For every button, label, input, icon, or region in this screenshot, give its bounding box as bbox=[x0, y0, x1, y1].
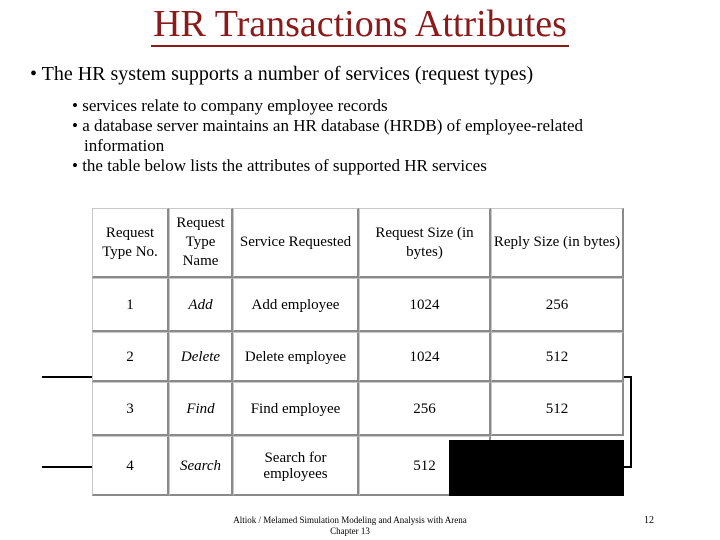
row1-type-no: 1 bbox=[92, 278, 169, 332]
row4-type-name: Search bbox=[169, 436, 233, 496]
connector-vertical-right bbox=[630, 376, 632, 468]
header-request-type-no: Request Type No. bbox=[92, 208, 169, 278]
sub-bullet-2: • a database server maintains an HR database (HRDB) of employee-related bbox=[72, 116, 584, 135]
row2-service: Delete employee bbox=[233, 332, 359, 382]
row4-type-no: 4 bbox=[92, 436, 169, 496]
row4-request-size: 512 bbox=[359, 436, 491, 496]
row3-type-name: Find bbox=[169, 382, 233, 436]
connector-line-3 bbox=[624, 466, 632, 468]
row3-reply-size: 512 bbox=[491, 382, 624, 436]
row2-request-size: 1024 bbox=[359, 332, 491, 382]
header-service-requested: Service Requested bbox=[233, 208, 359, 278]
header-request-type-name: Request Type Name bbox=[169, 208, 233, 278]
header-request-size: Request Size (in bytes) bbox=[359, 208, 491, 278]
main-bullet: • The HR system supports a number of services (request types) bbox=[30, 63, 534, 85]
row2-type-name: Delete bbox=[169, 332, 233, 382]
header-reply-size: Reply Size (in bytes) bbox=[491, 208, 624, 278]
row3-type-no: 3 bbox=[92, 382, 169, 436]
footer-credit bbox=[200, 515, 500, 537]
sub-bullet-list bbox=[72, 96, 692, 176]
row4-service: Search for employees bbox=[233, 436, 359, 496]
black-box bbox=[449, 440, 624, 496]
page-number: 12 bbox=[644, 515, 654, 526]
row1-type-name: Add bbox=[169, 278, 233, 332]
row1-service: Add employee bbox=[233, 278, 359, 332]
slide-title bbox=[0, 0, 720, 48]
row2-reply-size: 512 bbox=[491, 332, 624, 382]
row3-service: Find employee bbox=[233, 382, 359, 436]
footer-chapter: Chapter 13 bbox=[330, 526, 370, 536]
sub-bullet-3: • the table below lists the attributes of supported HR services bbox=[72, 156, 487, 175]
row3-request-size: 256 bbox=[359, 382, 491, 436]
footer-credit-text: Altiok / Melamed Simulation Modeling and Analysis with Arena bbox=[233, 515, 467, 525]
row1-reply-size: 256 bbox=[491, 278, 624, 332]
row2-type-no: 2 bbox=[92, 332, 169, 382]
sub-bullet-2-continued: information bbox=[84, 136, 165, 155]
row1-request-size: 1024 bbox=[359, 278, 491, 332]
slide-title-text: HR Transactions Attributes bbox=[153, 3, 567, 45]
sub-bullet-1: • services relate to company employee records bbox=[72, 96, 388, 115]
